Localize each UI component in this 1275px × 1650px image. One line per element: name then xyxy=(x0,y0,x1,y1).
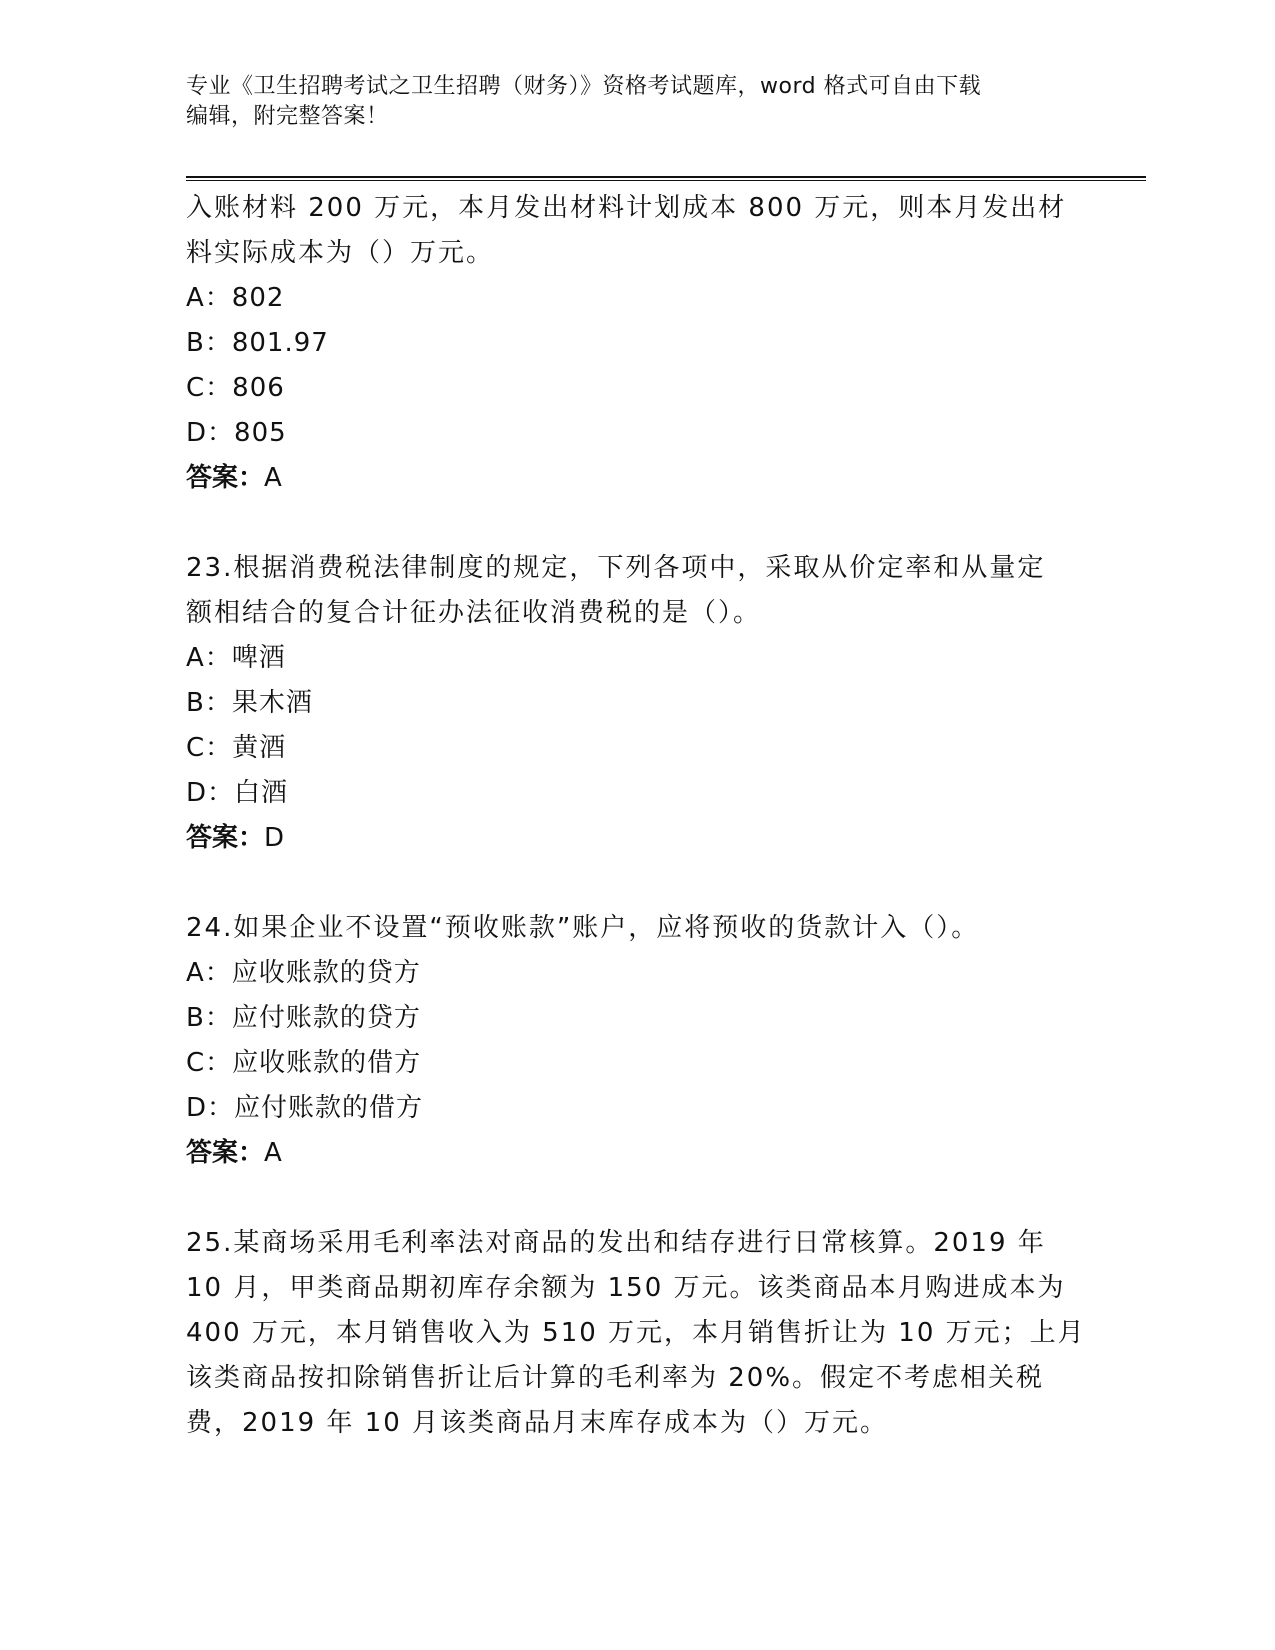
option-a: A：啤酒 xyxy=(186,643,286,673)
question-stem-line: 料实际成本为（）万元。 xyxy=(186,238,495,268)
question-block xyxy=(186,186,1106,501)
question-stem-line: 10 月，甲类商品期初库存余额为 150 万元。该类商品本月购进成本为 xyxy=(186,1273,1066,1303)
option-c: C：黄酒 xyxy=(186,733,287,763)
answer-label: 答案： xyxy=(186,823,265,853)
answer-value: A xyxy=(264,463,282,493)
header-line-1: 专业《卫生招聘考试之卫生招聘（财务）》资格考试题库，word 格式可自由下载 xyxy=(186,74,982,99)
answer-line xyxy=(186,1131,1106,1176)
option-d: D：应付账款的借方 xyxy=(186,1093,424,1123)
option-c: C：806 xyxy=(186,373,285,403)
spacer xyxy=(186,861,1106,906)
question-stem-line: 400 万元，本月销售收入为 510 万元，本月销售折让为 10 万元；上月 xyxy=(186,1318,1086,1348)
option-d: D：805 xyxy=(186,418,287,448)
answer-line xyxy=(186,816,1106,861)
answer-label: 答案： xyxy=(186,463,265,493)
document-header xyxy=(186,72,1106,132)
spacer xyxy=(186,501,1106,546)
question-block xyxy=(186,546,1106,861)
option-a: A：应收账款的贷方 xyxy=(186,958,421,988)
answer-label: 答案： xyxy=(186,1138,265,1168)
header-divider-thin xyxy=(186,180,1146,181)
option-b: B：应付账款的贷方 xyxy=(186,1003,421,1033)
option-c: C：应收账款的借方 xyxy=(186,1048,422,1078)
answer-value: A xyxy=(264,1138,282,1168)
question-stem-line: 23.根据消费税法律制度的规定，下列各项中，采取从价定率和从量定 xyxy=(186,553,1046,583)
question-stem-line: 入账材料 200 万元，本月发出材料计划成本 800 万元，则本月发出材 xyxy=(186,193,1067,223)
answer-line xyxy=(186,456,1106,501)
option-d: D：白酒 xyxy=(186,778,289,808)
spacer xyxy=(186,1176,1106,1221)
option-b: B：801.97 xyxy=(186,328,329,358)
question-block xyxy=(186,1221,1106,1446)
answer-value: D xyxy=(264,823,285,853)
option-a: A：802 xyxy=(186,283,285,313)
header-divider-thick xyxy=(186,176,1146,178)
question-stem-line: 额相结合的复合计征办法征收消费税的是（）。 xyxy=(186,598,762,628)
question-stem-line: 费，2019 年 10 月该类商品月末库存成本为（）万元。 xyxy=(186,1408,889,1438)
question-stem-line: 该类商品按扣除销售折让后计算的毛利率为 20%。假定不考虑相关税 xyxy=(186,1363,1045,1393)
question-stem-line: 25.某商场采用毛利率法对商品的发出和结存进行日常核算。2019 年 xyxy=(186,1228,1046,1258)
question-list xyxy=(186,186,1106,1446)
question-block xyxy=(186,906,1106,1176)
question-stem-line: 24.如果企业不设置“预收账款”账户，应将预收的货款计入（）。 xyxy=(186,913,980,943)
header-line-2: 编辑，附完整答案！ xyxy=(186,104,389,129)
option-b: B：果木酒 xyxy=(186,688,313,718)
